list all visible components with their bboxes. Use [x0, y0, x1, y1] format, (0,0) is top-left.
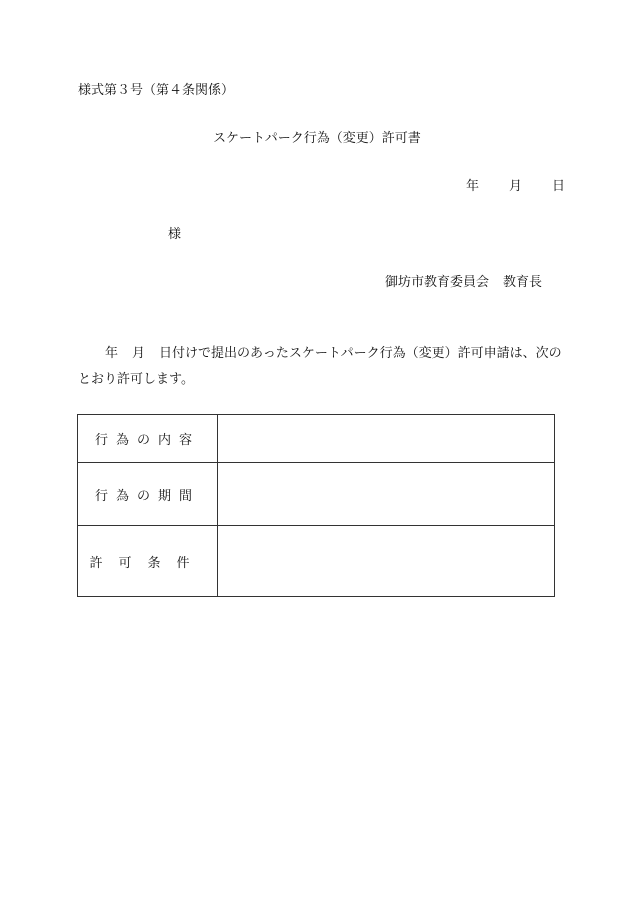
date-day-label: 日 [552, 179, 566, 194]
row-label-content: 行為の内容 [78, 415, 218, 463]
row-label-conditions: 許可条件 [78, 526, 218, 597]
row-value-conditions [218, 526, 555, 597]
body-text-line-1 [105, 346, 562, 362]
issuer-title: 教育長 [503, 275, 543, 290]
row-value-content [218, 415, 555, 463]
table-row [78, 463, 555, 526]
form-number: 様式第３号（第４条関係） [78, 83, 235, 98]
row-label-period: 行為の期間 [78, 463, 218, 526]
issuer [385, 275, 542, 291]
table-row [78, 415, 555, 463]
body-text-line-2: とおり許可します。 [78, 372, 194, 387]
body-text-rest: 日付けで提出のあったスケートパーク行為（変更）許可申請は、次の [159, 346, 562, 361]
date-line [466, 179, 565, 195]
date-year-label: 年 [466, 179, 480, 194]
date-month-label: 月 [509, 179, 523, 194]
permit-details-table [77, 414, 555, 597]
body-month-label: 月 [132, 346, 146, 361]
body-year-label: 年 [105, 346, 119, 361]
row-value-period [218, 463, 555, 526]
document-title: スケートパーク行為（変更）許可書 [213, 131, 421, 146]
addressee-honorific: 様 [168, 227, 182, 242]
issuer-organization: 御坊市教育委員会 [385, 275, 490, 290]
table-row [78, 526, 555, 597]
